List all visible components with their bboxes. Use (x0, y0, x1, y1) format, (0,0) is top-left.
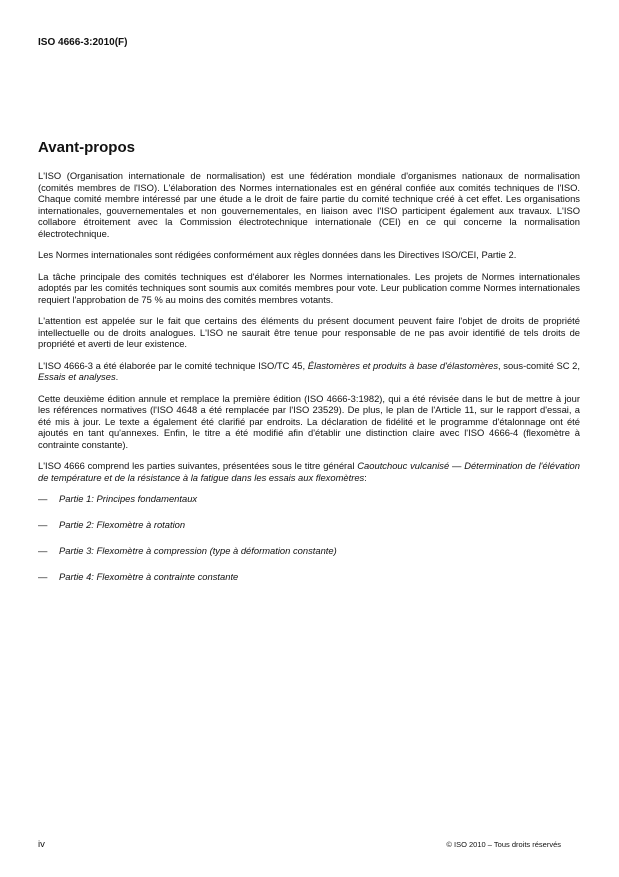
committee-title: Élastomères et produits à base d'élastomères (307, 359, 499, 371)
list-item (38, 519, 580, 531)
paragraph-prepared-by (38, 360, 580, 383)
paragraph-parts-intro (38, 460, 580, 483)
parts-list (38, 493, 580, 583)
foreword-body (38, 170, 580, 597)
paragraph-patent-rights: L'attention est appelée sur le fait que certains des éléments du présent document peuvent faire l'objet de droits de propriété intellectuelle ou de droits analogues. L'ISO ne saurait être tenue pour responsable de ne pas avoir identifié de tels droits de propriété et averti de leur existence. (38, 315, 580, 349)
document-reference: ISO 4666-3:2010(F) (38, 37, 128, 48)
paragraph-technical-committees: La tâche principale des comités techniques est d'élaborer les Normes internationales. Les projets de Normes internationales adoptés par les comités techniques sont soumis aux comités membres pour vote. Leur publication comme Normes internationales requiert l'approbation de 75 % au moins des comités membres votants. (38, 270, 580, 305)
subcommittee-title: Essais et analyses (38, 371, 116, 382)
dash-bullet: — (38, 519, 48, 530)
prepared-by-text: L'ISO 4666-3 a été élaborée par le comité technique ISO/TC 45, (38, 359, 308, 371)
part-label: Partie 1: Principes fondamentaux (59, 493, 198, 504)
dash-bullet: — (38, 545, 48, 556)
parts-intro-text: L'ISO 4666 comprend les parties suivantes, présentées sous le titre général (38, 460, 358, 471)
copyright-notice: © ISO 2010 – Tous droits réservés (446, 840, 561, 849)
paragraph-directives: Les Normes internationales sont rédigées conformément aux règles données dans les Directives ISO/CEI, Partie 2. (38, 249, 517, 260)
colon: : (364, 471, 367, 483)
dash-bullet: — (38, 493, 48, 504)
dash-bullet: — (38, 571, 48, 582)
part-label: Partie 4: Flexomètre à contrainte constante (59, 571, 239, 582)
part-label: Partie 2: Flexomètre à rotation (59, 519, 186, 530)
period: . (115, 371, 119, 382)
general-title: Caoutchouc vulcanisé — Détermination de l'élévation de température et de la résistance à la fatigue dans les essais aux flexomètres (38, 460, 580, 483)
paragraph-iso-description: L'ISO (Organisation internationale de normalisation) est une fédération mondiale d'organismes nationaux de normalisation (comités membres de l'ISO). L'élaboration des Normes internationales est en général confiée aux comités techniques de l'ISO. Chaque comité membre intéressé par une étude a le droit de faire partie du comité technique créé à cet effet. Les organisations internationales, gouvernementales et non gouvernementales, en liaison avec l'ISO participent également aux travaux. L'ISO collabore étroitement avec la Commission électrotechnique internationale (CEI) en ce qui concerne la normalisation électrotechnique. (38, 170, 580, 239)
list-item (38, 571, 580, 583)
section-title: Avant-propos (38, 139, 135, 156)
page-number: iv (38, 839, 45, 850)
list-item (38, 545, 580, 557)
list-item (38, 493, 580, 505)
paragraph-edition-notes: Cette deuxième édition annule et remplace la première édition (ISO 4666-3:1982), qui a été révisée dans le but de mettre à jour les références normatives (l'ISO 4648 a été remplacée par l'ISO 23529). De plus, le plan de l'Article 11, sur le rapport d'essai, a été mis à jour. Le texte a également été clarifié par endroits. La déclaration de fidélité et le programme d'étalonnage ont été ajoutés en tant qu'annexes. Enfin, le titre a été modifié afin d'établir une distinction claire avec l'ISO 4666-4 (flexomètre à contrainte constante). (38, 392, 580, 450)
subcommittee-text: , sous-comité SC 2, (498, 359, 580, 371)
part-label: Partie 3: Flexomètre à compression (type à déformation constante) (59, 545, 337, 556)
